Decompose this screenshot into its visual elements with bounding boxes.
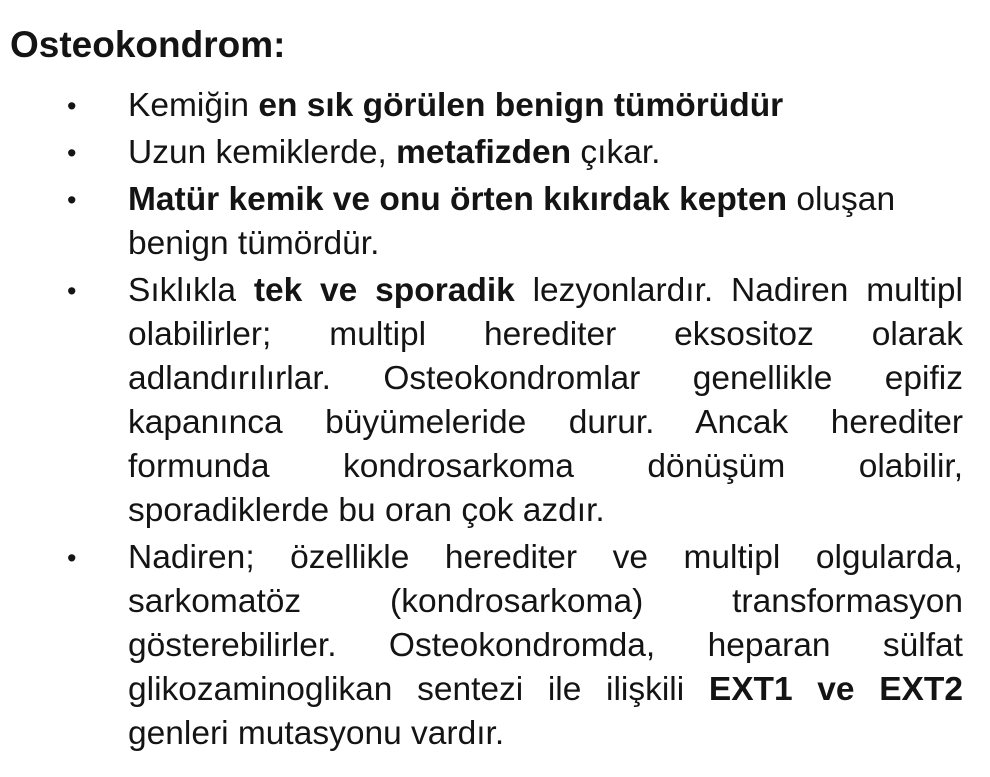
item-text-bold: Matür kemik ve onu örten kıkırdak kepten [128,181,788,218]
item-text-bold: tek ve sporadik [253,272,515,309]
item-text-bold: metafizden [396,134,572,171]
bullet-icon: • [67,91,77,121]
item-text-bold: en sık görülen benign tümörüdür [258,87,784,124]
list-item-text [128,178,963,266]
item-text-plain: Sıklıkla [128,272,254,309]
bullet-icon: • [67,138,77,168]
list-item-text [128,84,963,128]
bullet-icon: • [67,543,77,573]
list-item-text [128,269,963,533]
list-item [0,131,963,175]
page-title: Osteokondrom: [10,24,286,65]
item-text-plain: Kemiğin [128,87,259,124]
item-text-plain: Nadiren; özellikle herediter ve multipl olgularda, sarkomatöz (kondrosarkoma) transformasyon gösterebilirler. Osteokondromda, heparan sülfat glikozaminoglikan sentezi ile ilişkili [128,539,963,708]
item-text-plain: çıkar. [571,134,661,171]
list-item [0,536,963,756]
item-text-plain: lezyonlardır. Nadiren multipl olabilirler; multipl herediter eksositoz olarak adlandırılırlar. Osteokondromlar genellikle epifiz kapanınca büyümeleride durur. Ancak herediter formunda kondrosarkoma dönüşüm olabilir, sporadiklerde bu oran çok azdır. [128,272,963,529]
list-item [0,178,963,266]
bullet-icon: • [67,185,77,215]
item-text-plain: Uzun kemiklerde, [128,134,397,171]
item-text-plain: oluşan benign tümördür. [128,181,896,262]
bullet-icon: • [67,276,77,306]
item-text-bold: EXT1 ve EXT2 [708,671,963,708]
list-item-text [128,131,963,175]
list-item [0,269,963,533]
bullet-list [0,84,990,759]
list-item-text [128,536,963,756]
list-item [0,84,963,128]
item-text-plain: genleri mutasyonu vardır. [128,715,505,752]
